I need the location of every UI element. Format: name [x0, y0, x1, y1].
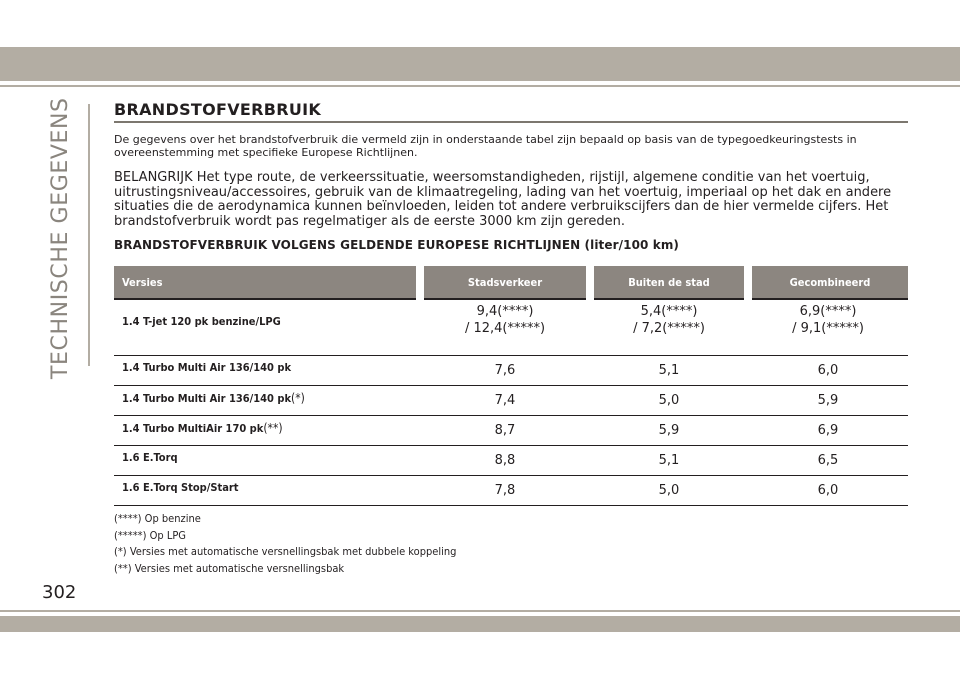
city-cell: 8,7 [420, 416, 590, 446]
footnote: (*****) Op LPG [114, 528, 186, 542]
version-cell: 1.4 Turbo Multi Air 136/140 pk [114, 356, 420, 386]
page-content [114, 100, 908, 577]
combined-cell: 6,9(****) / 9,1(*****) [748, 299, 908, 356]
version-cell: 1.4 T-jet 120 pk benzine/LPG [114, 299, 420, 356]
column-header-versions: Versies [114, 266, 420, 299]
combined-cell: 6,9 [748, 416, 908, 446]
extra-urban-cell: 5,0 [590, 386, 748, 416]
city-cell: 7,6 [420, 356, 590, 386]
section-side-title: TECHNISCHE GEGEVENS [48, 97, 73, 379]
header-rule [0, 85, 960, 87]
table-row [114, 446, 908, 476]
version-cell: 1.6 E.Torq Stop/Start [114, 476, 420, 506]
extra-urban-cell: 5,1 [590, 356, 748, 386]
extra-urban-cell: 5,1 [590, 446, 748, 476]
footnote: (*) Versies met automatische versnellingsbak met dubbele koppeling [114, 545, 457, 558]
page-number: 302 [42, 582, 77, 603]
extra-urban-cell: 5,4(****) / 7,2(*****) [590, 299, 748, 356]
extra-urban-cell: 5,0 [590, 476, 748, 506]
combined-cell: 6,0 [748, 356, 908, 386]
footnotes [114, 511, 908, 577]
table-header-row [114, 266, 908, 299]
city-cell: 8,8 [420, 446, 590, 476]
table-row [114, 356, 908, 386]
intro-paragraph: De gegevens over het brandstofverbruik die vermeld zijn in onderstaande tabel zijn bepaald op basis van de typegoedkeuringstests in overeenstemming met specifieke Europese Richtlijnen. [114, 133, 857, 159]
footer-rule [0, 610, 960, 612]
version-cell: 1.4 Turbo MultiAir 170 pk(**) [114, 416, 420, 446]
version-cell: 1.6 E.Torq [114, 446, 420, 476]
column-header-combined: Gecombineerd [748, 266, 908, 299]
header-band [0, 47, 960, 81]
important-paragraph: BELANGRIJK Het type route, de verkeerssituatie, weersomstandigheden, rijstijl, algemene conditie van het voertuig, uitrustingsniveau/accessoires, gebruik van de klimaatregeling, lading van het voertuig, imperiaal op het dak en andere situaties die de aerodynamica kunnen beïnvloeden, leiden tot andere verbruikscijfers dan de hier vermelde cijfers. Het brandstofverbruik wordt pas regelmatiger als de eerste 3000 km zijn gereden. [114, 170, 892, 229]
table-row [114, 416, 908, 446]
combined-cell: 5,9 [748, 386, 908, 416]
combined-cell: 6,0 [748, 476, 908, 506]
table-title: BRANDSTOFVERBRUIK VOLGENS GELDENDE EUROPESE RICHTLIJNEN (liter/100 km) [114, 238, 680, 252]
table-row [114, 386, 908, 416]
footnote: (**) Versies met automatische versnellingsbak [114, 561, 345, 575]
combined-cell: 6,5 [748, 446, 908, 476]
city-cell: 7,8 [420, 476, 590, 506]
consumption-table [114, 266, 908, 506]
column-header-city: Stadsverkeer [420, 266, 590, 299]
table-row [114, 299, 908, 356]
column-header-extra-urban: Buiten de stad [590, 266, 748, 299]
city-cell: 9,4(****) / 12,4(*****) [420, 299, 590, 356]
footer-band [0, 616, 960, 632]
page-title: BRANDSTOFVERBRUIK [114, 100, 908, 123]
table-row [114, 476, 908, 506]
version-cell: 1.4 Turbo Multi Air 136/140 pk(*) [114, 386, 420, 416]
extra-urban-cell: 5,9 [590, 416, 748, 446]
city-cell: 7,4 [420, 386, 590, 416]
footnote: (****) Op benzine [114, 512, 201, 525]
side-rule [88, 104, 90, 366]
